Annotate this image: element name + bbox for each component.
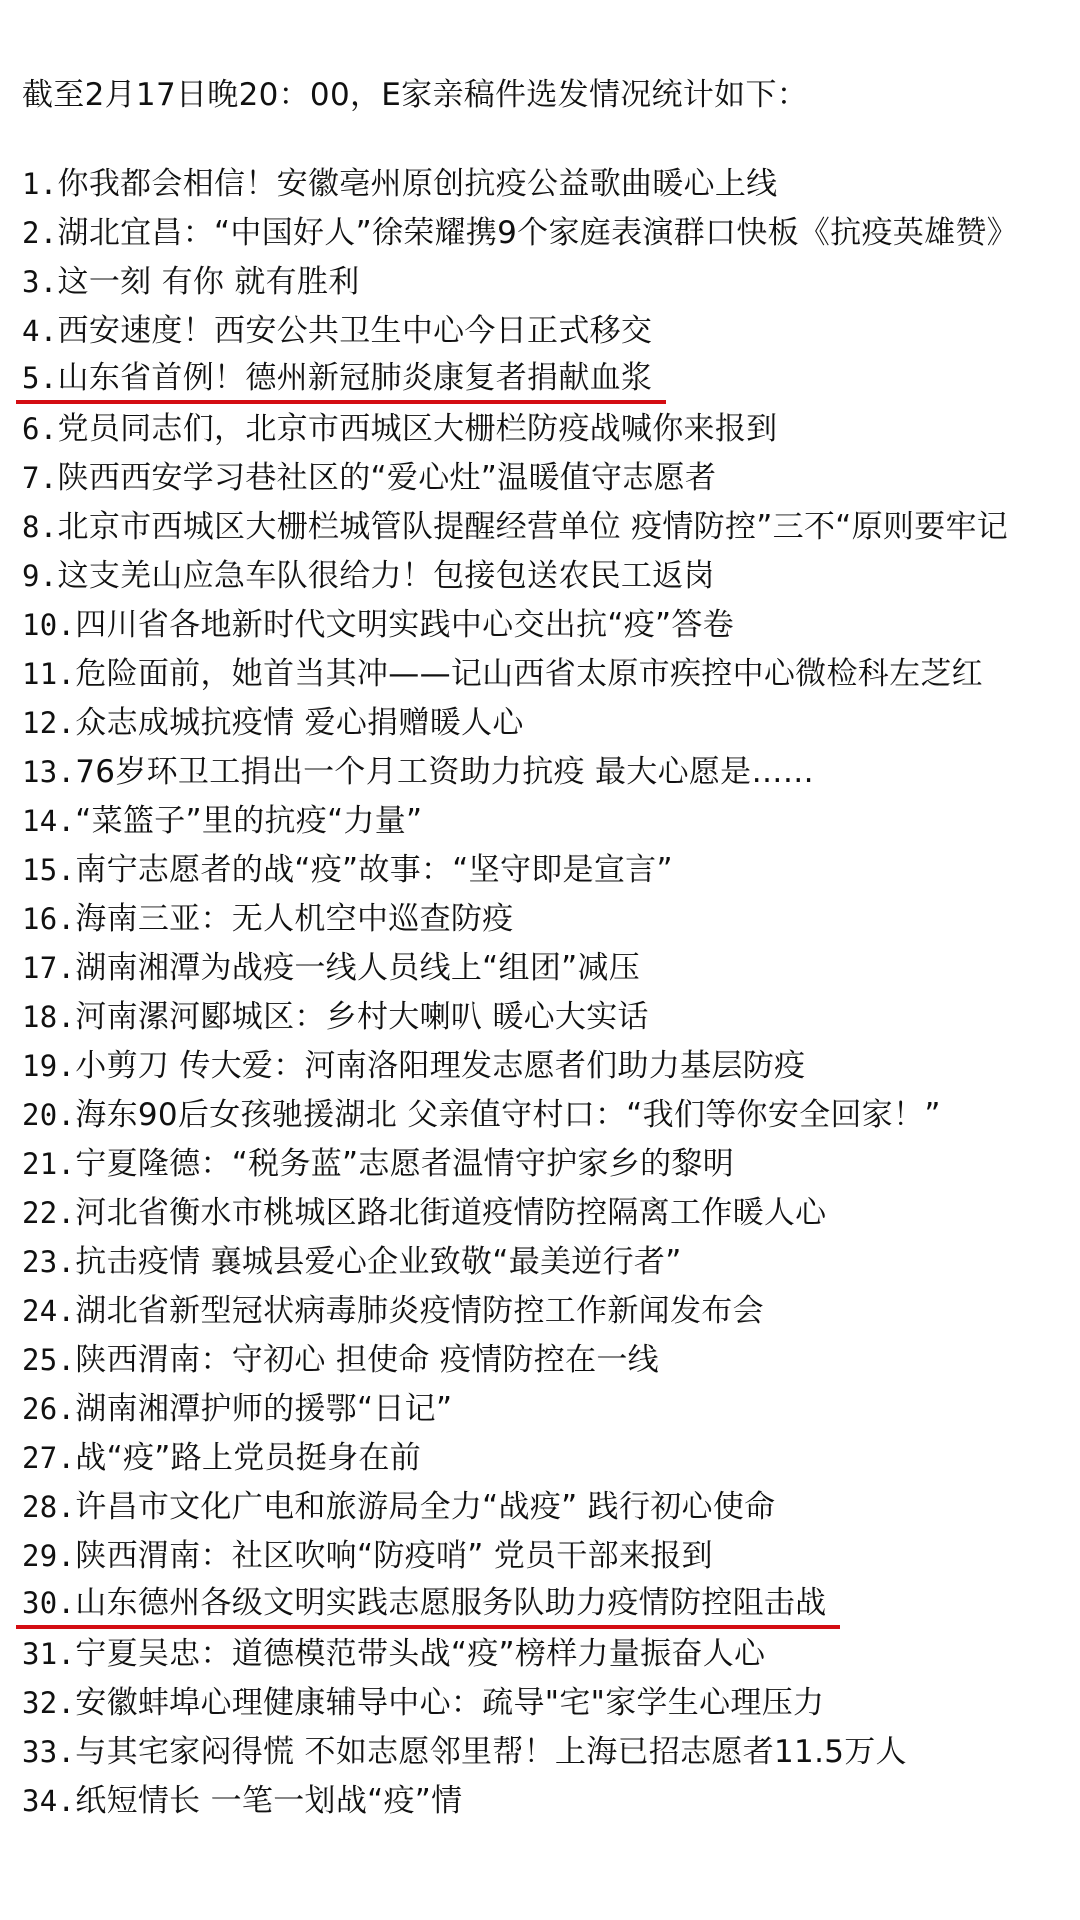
list-item-2: 2.湖北宜昌：“中国好人”徐荣耀携9个家庭表演群口快板《抗疫英雄赞》	[22, 215, 1018, 251]
article-list	[22, 160, 1062, 1826]
list-item-8: 8.北京市西城区大栅栏城管队提醒经营单位 疫情防控”三不“原则要牢记	[22, 509, 1009, 545]
list-item-24: 24.湖北省新型冠状病毒肺炎疫情防控工作新闻发布会	[22, 1293, 764, 1329]
list-item-15: 15.南宁志愿者的战“疫”故事：“坚守即是宣言”	[22, 852, 673, 888]
list-item-23: 23.抗击疫情 襄城县爱心企业致敬“最美逆行者”	[22, 1244, 682, 1280]
list-item-29: 29.陕西渭南：社区吹响“防疫哨” 党员干部来报到	[22, 1538, 713, 1574]
list-item-17: 17.湖南湘潭为战疫一线人员线上“组团”减压	[22, 950, 641, 986]
list-item-14: 14.“菜篮子”里的抗疫“力量”	[22, 803, 423, 839]
list-item-21: 21.宁夏隆德：“税务蓝”志愿者温情守护家乡的黎明	[22, 1146, 734, 1182]
list-item-31: 31.宁夏吴忠：道德模范带头战“疫”榜样力量振奋人心	[22, 1636, 766, 1672]
list-item-4: 4.西安速度！西安公共卫生中心今日正式移交	[22, 313, 653, 349]
page-heading: 截至2月17日晚20：00，E家亲稿件选发情况统计如下：	[22, 77, 809, 113]
list-item-34: 34.纸短情长 一笔一划战“疫”情	[22, 1783, 463, 1819]
list-item-13: 13.76岁环卫工捐出一个月工资助力抗疫 最大心愿是……	[22, 754, 815, 790]
list-item-5-highlighted: 5.山东省首例！德州新冠肺炎康复者捐献血浆	[16, 356, 666, 404]
list-item-22: 22.河北省衡水市桃城区路北街道疫情防控隔离工作暖人心	[22, 1195, 827, 1231]
list-item-18: 18.河南漯河郾城区：乡村大喇叭 暖心大实话	[22, 999, 649, 1035]
list-item-3: 3.这一刻 有你 就有胜利	[22, 264, 360, 300]
list-item-25: 25.陕西渭南：守初心 担使命 疫情防控在一线	[22, 1342, 659, 1378]
list-item-10: 10.四川省各地新时代文明实践中心交出抗“疫”答卷	[22, 607, 734, 643]
list-item-20: 20.海东90后女孩驰援湖北 父亲值守村口：“我们等你安全回家！”	[22, 1097, 941, 1133]
list-item-33: 33.与其宅家闷得慌 不如志愿邻里帮！上海已招志愿者11.5万人	[22, 1734, 907, 1770]
list-item-19: 19.小剪刀 传大爱：河南洛阳理发志愿者们助力基层防疫	[22, 1048, 806, 1084]
list-item-9: 9.这支羌山应急车队很给力！包接包送农民工返岗	[22, 558, 715, 594]
list-item-27: 27.战“疫”路上党员挺身在前	[22, 1440, 422, 1476]
list-item-28: 28.许昌市文化广电和旅游局全力“战疫” 践行初心使命	[22, 1489, 776, 1525]
list-item-11: 11.危险面前，她首当其冲——记山西省太原市疾控中心微检科左芝红	[22, 656, 983, 692]
list-item-16: 16.海南三亚：无人机空中巡查防疫	[22, 901, 514, 937]
list-item-6: 6.党员同志们，北京市西城区大栅栏防疫战喊你来报到	[22, 411, 778, 447]
list-item-32: 32.安徽蚌埠心理健康辅导中心：疏导"宅"家学生心理压力	[22, 1685, 825, 1721]
list-item-7: 7.陕西西安学习巷社区的“爱心灶”温暖值守志愿者	[22, 460, 717, 496]
list-item-12: 12.众志成城抗疫情 爱心捐赠暖人心	[22, 705, 524, 741]
list-item-30-highlighted: 30.山东德州各级文明实践志愿服务队助力疫情防控阻击战	[16, 1581, 840, 1629]
list-item-1: 1.你我都会相信！安徽亳州原创抗疫公益歌曲暖心上线	[22, 166, 778, 202]
list-item-26: 26.湖南湘潭护师的援鄂“日记”	[22, 1391, 453, 1427]
